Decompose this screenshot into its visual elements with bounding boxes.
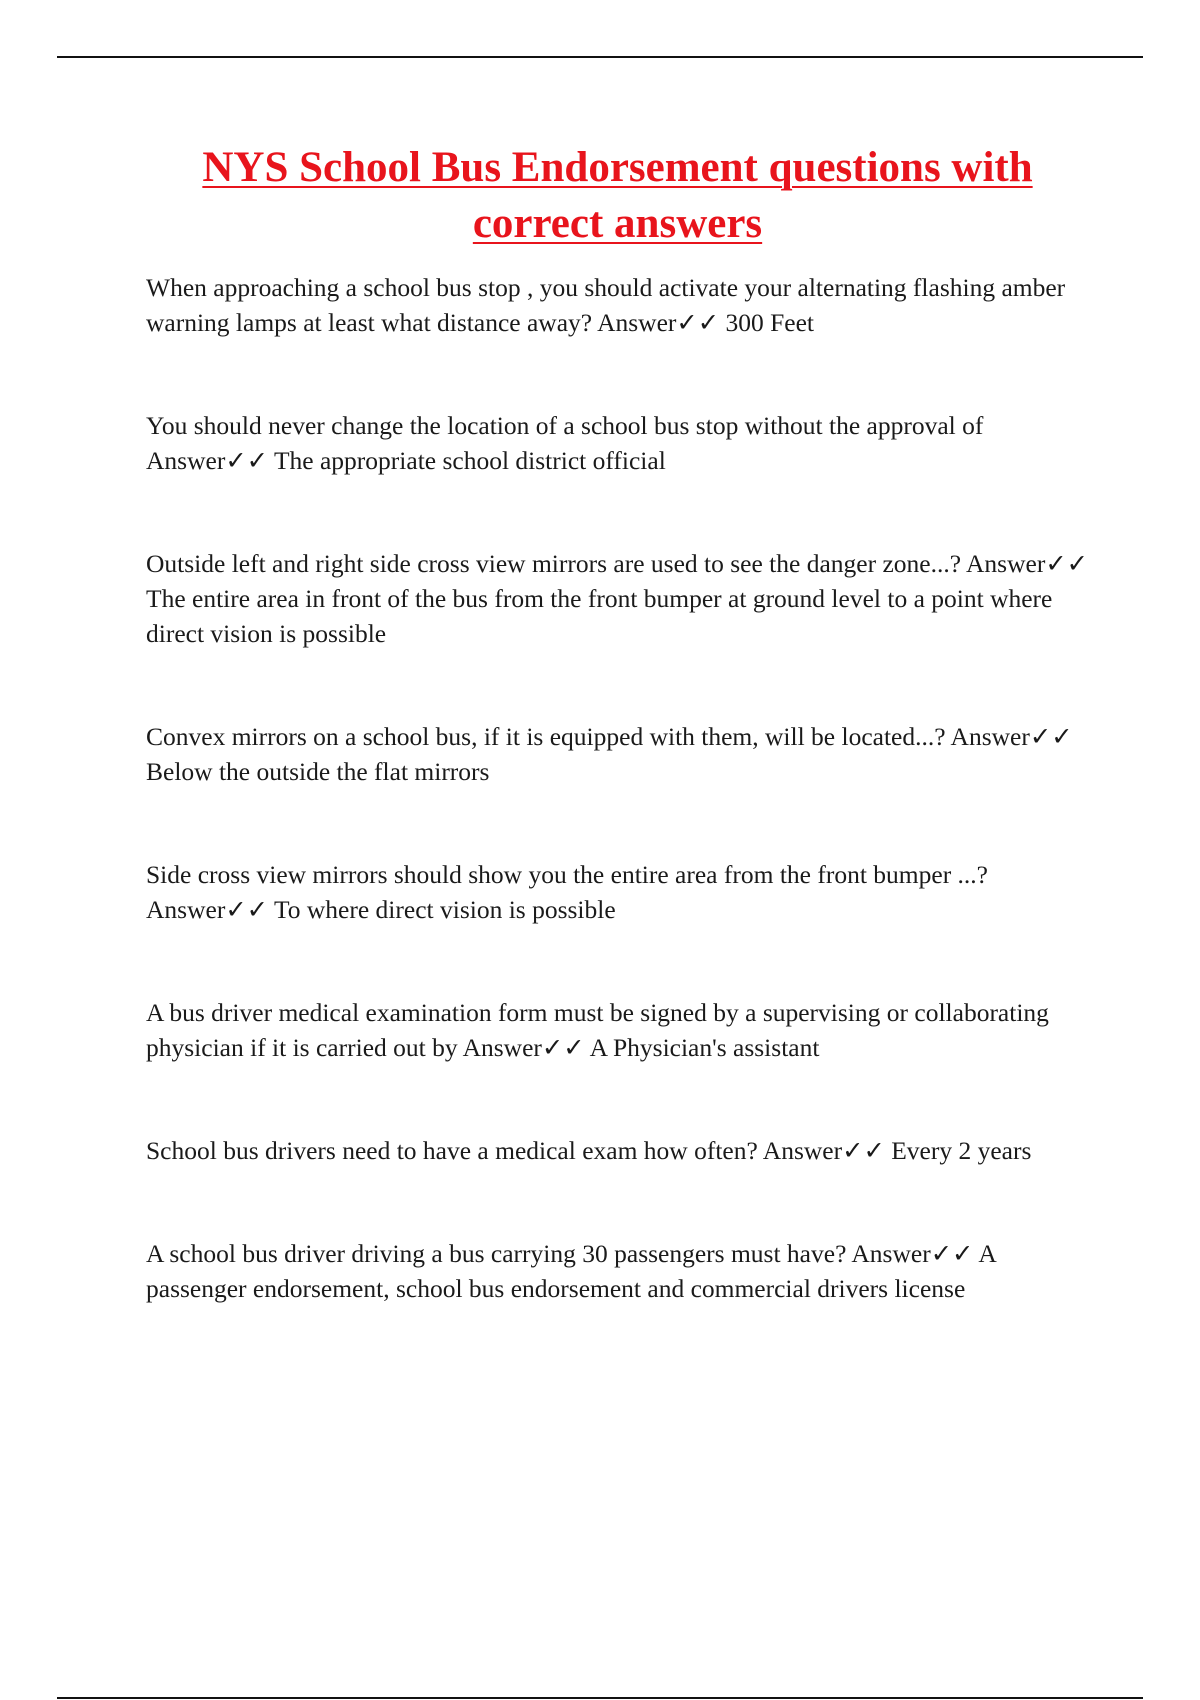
answer-label: Answer✓✓	[762, 1136, 885, 1165]
footer-rule	[57, 1697, 1143, 1699]
qa-item	[146, 408, 1096, 478]
header-rule	[57, 56, 1143, 58]
answer-text: Every 2 years	[891, 1136, 1032, 1165]
answer-label: Answer✓✓	[966, 549, 1089, 578]
answer-label: Answer✓✓	[597, 308, 720, 337]
answer-text: A Physician's assistant	[589, 1033, 820, 1062]
question-text: You should never change the location of a school bus stop without the approval of	[146, 411, 984, 440]
question-text: Convex mirrors on a school bus, if it is equipped with them, will be located...?	[146, 722, 946, 751]
answer-label: Answer✓✓	[146, 446, 269, 475]
qa-item	[146, 1236, 1096, 1306]
answer-text: A passenger endorsement, school bus endorsement and commercial drivers license	[146, 1239, 996, 1303]
answer-label: Answer✓✓	[851, 1239, 974, 1268]
qa-item	[146, 719, 1096, 789]
question-text: A bus driver medical examination form must be signed by a supervising or collaborating physician if it is carried out by	[146, 998, 1049, 1062]
qa-item	[146, 995, 1096, 1065]
question-text: When approaching a school bus stop , you should activate your alternating flashing amber warning lamps at least what distance away?	[146, 273, 1066, 337]
answer-text: To where direct vision is possible	[273, 895, 616, 924]
qa-list	[146, 270, 1096, 1374]
qa-item	[146, 546, 1096, 651]
question-text: School bus drivers need to have a medical exam how often?	[146, 1136, 758, 1165]
qa-item	[146, 270, 1096, 340]
document-title: NYS School Bus Endorsement questions with correct answers	[202, 144, 1033, 247]
answer-label: Answer✓✓	[462, 1033, 585, 1062]
question-text: Side cross view mirrors should show you the entire area from the front bumper ...?	[146, 860, 988, 889]
qa-item	[146, 1133, 1096, 1168]
answer-label: Answer✓✓	[146, 895, 269, 924]
question-text: Outside left and right side cross view mirrors are used to see the danger zone...?	[146, 549, 962, 578]
answer-text: 300 Feet	[725, 308, 815, 337]
question-text: A school bus driver driving a bus carrying 30 passengers must have?	[146, 1239, 847, 1268]
answer-label: Answer✓✓	[950, 722, 1073, 751]
answer-text: Below the outside the flat mirrors	[146, 757, 490, 786]
answer-text: The appropriate school district official	[273, 446, 666, 475]
qa-item	[146, 857, 1096, 927]
answer-text: The entire area in front of the bus from the front bumper at ground level to a point where direct vision is possible	[146, 584, 1053, 648]
